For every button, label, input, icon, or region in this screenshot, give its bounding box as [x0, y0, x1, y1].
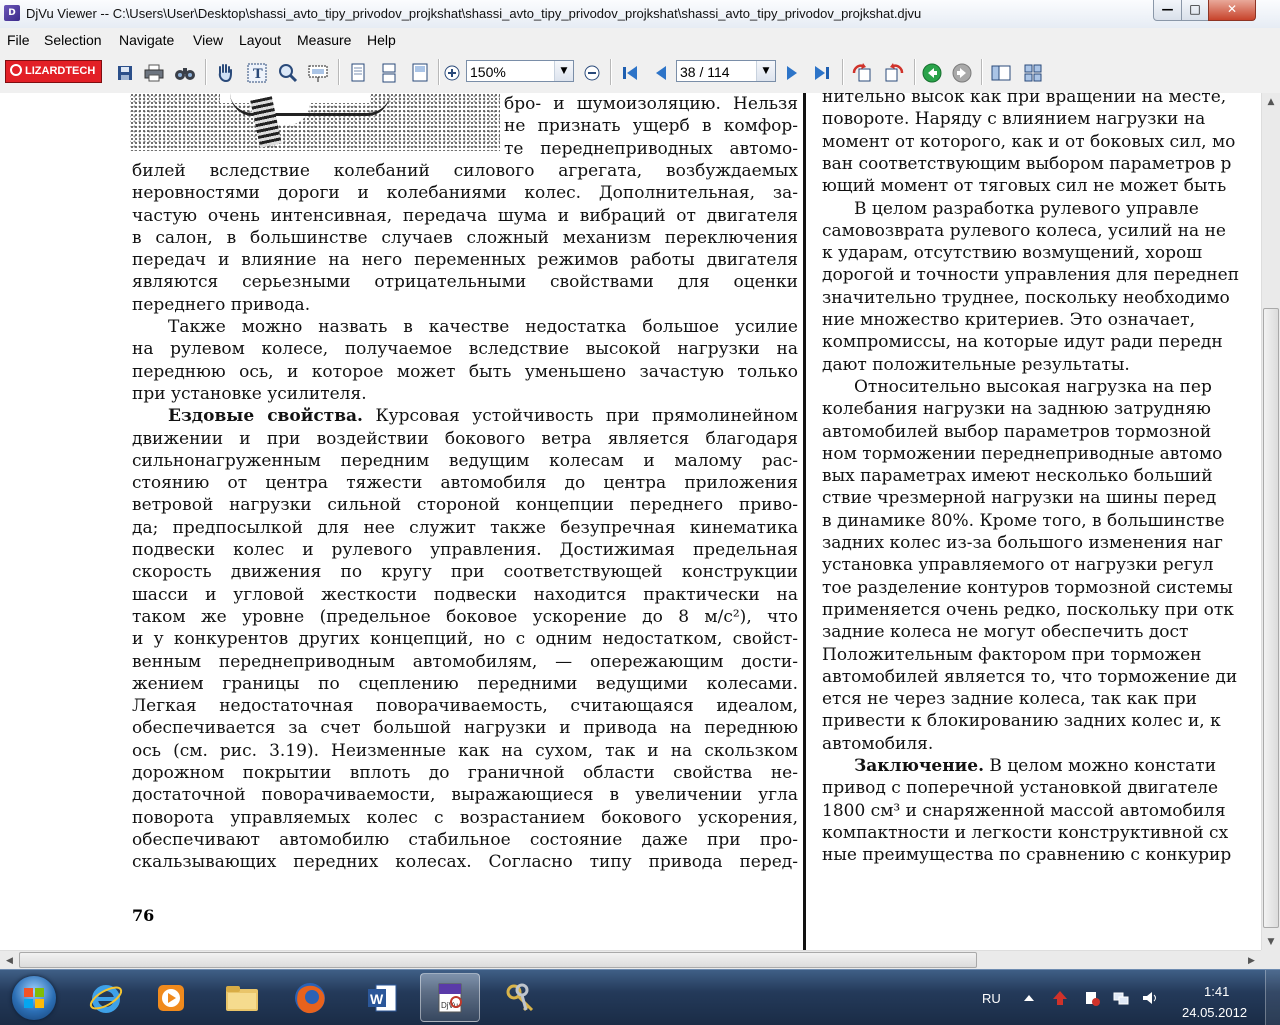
scroll-corner	[1261, 950, 1280, 969]
word-icon[interactable]	[352, 973, 412, 1022]
text-content: ется не через задние колеса, так как при	[822, 689, 1197, 710]
brand-label: LIZARDTECH	[25, 65, 96, 77]
text-content: к ударам, отсутствию возмущений, хорош	[822, 243, 1202, 264]
text-line	[132, 361, 798, 383]
text-content: дорогой и точности управления для переднеп	[822, 265, 1240, 286]
text-line	[132, 740, 798, 762]
print-icon[interactable]	[142, 61, 166, 85]
text-line	[132, 717, 798, 739]
page-gutter	[803, 93, 806, 950]
text-content: таком же уровне (предельное боковое ускорение до 8 м/с²), что	[132, 606, 798, 627]
text-content: билей вследствие колебаний силового агрегата, возбуждаемых	[132, 160, 798, 181]
internet-explorer-icon[interactable]	[76, 973, 136, 1022]
text-content: являются серьезными отрицательными свойствами для оценки	[132, 272, 798, 293]
text-content: 1800 см³ и снаряженной массой автомобиля	[822, 800, 1226, 821]
menu-file[interactable]: File	[7, 32, 30, 48]
text-content: установка управляемого от нагрузки регул	[822, 555, 1214, 576]
text-line	[822, 577, 1233, 599]
text-line	[132, 539, 798, 561]
text-content: переднюю ось, и которое может быть уменьшено зачастую только	[132, 361, 798, 382]
text-line	[822, 621, 1188, 643]
text-line	[132, 807, 798, 829]
back-icon[interactable]	[920, 61, 944, 85]
section-heading: Ездовые свойства.	[168, 406, 363, 427]
text-line	[822, 108, 1205, 130]
text-line	[822, 487, 1216, 509]
text-content: Положительным фактором при торможен	[822, 644, 1202, 665]
text-line	[822, 822, 1228, 844]
text-line	[822, 710, 1221, 732]
text-content: задние колеса не могут обеспечить дост	[822, 622, 1189, 643]
text-line	[132, 784, 798, 806]
text-line	[822, 287, 1230, 309]
language-indicator[interactable]: RU	[982, 991, 1001, 1006]
text-line	[822, 777, 1218, 799]
text-content: колебания нагрузки на заднюю затрудняю	[822, 399, 1211, 420]
djvu-app-icon[interactable]: D	[4, 5, 20, 21]
action-center-icon[interactable]	[1084, 990, 1100, 1006]
clock-time[interactable]: 1:41	[1204, 984, 1230, 999]
text-line	[504, 93, 798, 115]
zoom-value: 150%	[470, 64, 506, 80]
scroll-up-icon[interactable]: ▲	[1267, 96, 1275, 107]
page-number: 76	[132, 906, 155, 925]
text-line	[822, 93, 1226, 108]
horizontal-scroll-thumb[interactable]	[19, 952, 977, 968]
text-content: ветровой нагрузки сильной стороной концепции переднего приво-	[132, 495, 798, 516]
text-line	[822, 398, 1211, 420]
text-line	[822, 443, 1222, 465]
text-line	[822, 510, 1225, 532]
text-content: на рулевом колесе, получаемое вследствие высокой нагрузки на	[132, 339, 798, 360]
next-page-icon[interactable]	[780, 61, 804, 85]
text-line	[822, 532, 1223, 554]
scroll-down-icon[interactable]: ▼	[1267, 936, 1275, 947]
menu-navigate[interactable]: Navigate	[119, 32, 175, 48]
text-content: венным переднеприводным автомобилям, — опережающим дости-	[132, 651, 798, 672]
minimize-button[interactable]	[1153, 0, 1182, 21]
text-content: бро- и шумоизоляцию. Нельзя	[504, 94, 798, 114]
text-content: обеспечивают автомобилю стабильное состояние даже при про-	[132, 829, 798, 850]
continuous-icon[interactable]	[377, 61, 401, 85]
text-line	[132, 428, 798, 450]
text-content: частую очень интенсивная, передача шума и вибраций от двигателя	[132, 205, 798, 226]
svg-text:T: T	[253, 67, 263, 82]
menu-measure[interactable]: Measure	[297, 32, 352, 48]
text-content: ные преимущества по сравнению с конкурир	[822, 845, 1232, 866]
text-line	[822, 331, 1223, 353]
page-select[interactable]	[676, 60, 776, 82]
text-content: Также можно назвать в качестве недостатка большое усилие	[168, 317, 798, 337]
menu-layout[interactable]: Layout	[239, 32, 282, 48]
single-page-icon[interactable]	[346, 61, 370, 85]
text-line	[822, 153, 1231, 175]
text-content: ние множество критериев. Это означает,	[822, 310, 1195, 330]
text-content: ван соответствующим выбором параметров р	[822, 153, 1232, 174]
text-content: автомобилей выбор параметров тормозной	[822, 421, 1212, 442]
text-line	[822, 264, 1239, 286]
text-line	[132, 651, 798, 673]
text-content: обеспечивается за счет большой нагрузки и привода на переднюю	[132, 718, 798, 739]
text-content: сильнонагруженным передним ведущим колесам и малому рас-	[132, 450, 798, 471]
rotate-right-icon[interactable]	[882, 61, 906, 85]
text-line	[132, 494, 798, 516]
text-content: переднего привода.	[132, 294, 311, 315]
maximize-button[interactable]	[1181, 0, 1209, 21]
text-line	[132, 294, 798, 316]
text-line	[132, 695, 798, 717]
text-content: компактности и легкости конструктивной сх	[822, 822, 1229, 843]
text-line	[822, 354, 1130, 376]
vertical-scroll-thumb[interactable]	[1263, 308, 1279, 928]
text-content: Курсовая устойчивость при прямолинейном	[362, 406, 798, 427]
windows-flag-icon	[24, 988, 44, 1008]
zoom-out-icon[interactable]	[580, 61, 604, 85]
text-line	[504, 115, 798, 137]
text-line	[132, 584, 798, 606]
grid-icon[interactable]	[1021, 61, 1045, 85]
zoom-select[interactable]	[466, 60, 574, 82]
text-content: и у конкурентов других концепций, но с одним недостатком, свойст-	[132, 629, 798, 650]
text-line	[854, 755, 1216, 777]
section-heading: Заключение.	[854, 756, 985, 776]
scroll-left-icon[interactable]: ◀	[6, 955, 13, 966]
text-content: при установке усилителя.	[132, 383, 367, 404]
text-line	[822, 309, 1195, 331]
text-content: вых параметрах имеют несколько больший	[822, 466, 1213, 487]
show-desktop-button[interactable]	[1265, 970, 1280, 1025]
text-content: тое разделение контуров тормозной системы	[822, 577, 1233, 598]
djvu-icon[interactable]	[420, 973, 480, 1022]
clock-date[interactable]: 24.05.2012	[1182, 1005, 1248, 1020]
chevron-down-icon[interactable]: ▼	[756, 61, 775, 81]
firefox-icon[interactable]	[280, 973, 340, 1022]
text-content: В целом можно констати	[984, 756, 1217, 776]
last-page-icon[interactable]	[810, 61, 834, 85]
minimize-icon: —	[1161, 2, 1174, 16]
text-content: подвески колес и рулевого управления. Достижимая предельная	[132, 540, 798, 560]
text-line	[822, 421, 1211, 443]
text-content: да; предпосылкой для нее служит также безупречная кинематика	[132, 517, 798, 538]
zoom-icon[interactable]	[276, 61, 300, 85]
text-content: задних колес из-за большого изменения наг	[822, 533, 1223, 553]
maximize-icon: □	[1189, 2, 1201, 16]
text-content: привод с поперечной установкой двигателе	[822, 778, 1219, 799]
close-button[interactable]	[1208, 0, 1256, 21]
text-content: нительно высок как при вращении на месте,	[822, 93, 1227, 107]
lizardtech-logo[interactable]	[5, 60, 102, 83]
start-button[interactable]	[12, 976, 56, 1020]
menu-help[interactable]: Help	[367, 32, 396, 48]
document-view[interactable]	[0, 93, 1261, 950]
prev-page-icon[interactable]	[649, 61, 673, 85]
text-content: скорость движения по кругу при соответствующей конструкции	[132, 562, 798, 583]
text-content: повороте. Наряду с влиянием нагрузки на	[822, 109, 1206, 130]
text-line	[822, 666, 1237, 688]
text-content: автомобиля.	[822, 733, 934, 754]
text-line	[854, 198, 1199, 220]
text-line	[132, 249, 798, 271]
text-line	[168, 316, 798, 338]
text-line	[132, 561, 798, 583]
text-content: дают положительные результаты.	[822, 354, 1130, 375]
zoom-in-icon[interactable]	[440, 61, 464, 85]
text-content: поворота управляемых колес с возрастанием бокового ускорения,	[132, 807, 798, 828]
text-line	[132, 160, 798, 182]
text-select-icon[interactable]	[245, 61, 269, 85]
text-line	[132, 450, 798, 472]
text-line	[822, 644, 1201, 666]
text-line	[822, 175, 1226, 197]
text-line	[132, 472, 798, 494]
first-page-icon[interactable]	[618, 61, 642, 85]
text-line	[132, 829, 798, 851]
menu-view[interactable]: View	[193, 32, 224, 48]
text-line	[822, 220, 1226, 242]
text-content: Легкая недостаточная поворачиваемость, считающаяся идеалом,	[132, 696, 798, 717]
text-line	[132, 271, 798, 293]
text-content: ющий момент от тяговых сил не может быть	[822, 176, 1227, 197]
text-line	[132, 383, 798, 405]
text-line	[132, 227, 798, 249]
vertical-scrollbar[interactable]	[1261, 93, 1280, 950]
volume-icon[interactable]	[1142, 990, 1158, 1006]
network-icon[interactable]	[1113, 990, 1129, 1006]
text-line	[132, 338, 798, 360]
network-alert-icon[interactable]	[1052, 990, 1068, 1006]
menu-selection[interactable]: Selection	[44, 32, 102, 48]
explorer-folder-icon[interactable]	[212, 973, 272, 1022]
figure-illustration	[130, 93, 500, 151]
text-content: Относительно высокая нагрузка на пер	[854, 376, 1212, 397]
rotate-left-icon[interactable]	[850, 61, 874, 85]
text-line	[132, 182, 798, 204]
text-line	[132, 606, 798, 628]
text-line	[822, 844, 1231, 866]
text-content: компромиссы, на которые идут ради передн	[822, 332, 1223, 353]
text-content: момент от которого, как и от боковых сил, мо	[822, 131, 1236, 152]
text-content: жением границы по сцеплению передними ведущими колесами.	[132, 673, 798, 694]
svg-text:DjVu: DjVu	[441, 1000, 459, 1010]
facing-pages-icon[interactable]	[408, 61, 432, 85]
text-content: ствие чрезмерной нагрузки на шины перед	[822, 488, 1217, 509]
media-player-icon[interactable]	[141, 973, 201, 1022]
text-line	[822, 599, 1234, 621]
page-value: 38 / 114	[680, 64, 730, 80]
menu-bar	[0, 28, 1280, 52]
text-content: привести к блокированию задних колес и, к	[822, 711, 1221, 732]
text-content: шасси и угловой жесткости подвески находится практически на	[132, 584, 798, 605]
text-line	[132, 205, 798, 227]
chevron-down-icon[interactable]: ▼	[554, 61, 573, 81]
save-icon[interactable]	[113, 61, 137, 85]
hand-icon[interactable]	[213, 61, 237, 85]
text-line	[132, 762, 798, 784]
text-line	[504, 138, 798, 160]
text-content: передач и влияние на него переменных режимов работы двигателя	[132, 250, 798, 271]
text-line	[132, 628, 798, 650]
text-line	[822, 554, 1213, 576]
text-content: скальзывающих передних колесах. Согласно типу привода перед-	[132, 852, 798, 873]
rect-select-icon[interactable]	[306, 61, 330, 85]
text-content: В целом разработка рулевого управле	[854, 198, 1199, 219]
text-line	[132, 517, 798, 539]
text-content: стоянию от центра тяжести автомобиля до центра приложения	[132, 473, 798, 494]
text-content: движении и при воздействии бокового ветра является благодаря	[132, 428, 798, 449]
taskbar	[0, 969, 1280, 1025]
text-line	[822, 733, 933, 755]
binoculars-icon[interactable]	[173, 61, 197, 85]
text-content: автомобилей является то, что торможение ди	[822, 666, 1238, 687]
text-line	[822, 131, 1235, 153]
keys-icon[interactable]	[490, 973, 550, 1022]
text-content: самовозврата рулевого колеса, усилий на не	[822, 220, 1226, 241]
title-bar	[0, 0, 1280, 29]
horizontal-scrollbar[interactable]	[0, 950, 1261, 970]
text-content: значительно труднее, поскольку необходимо	[822, 287, 1230, 308]
text-line	[132, 673, 798, 695]
text-content: дорожном покрытии вплоть до граничной области свойства не-	[132, 763, 798, 783]
text-line	[822, 800, 1226, 822]
close-icon: ✕	[1226, 2, 1238, 16]
text-content: не признать ущерб в комфор-	[504, 116, 798, 137]
text-content: в салон, в большинстве случаев сложный механизм переключения	[132, 227, 798, 248]
text-content: ось (см. рис. 3.19). Неизменные как на сухом, так и на скользком	[132, 740, 798, 761]
scroll-right-icon[interactable]: ▶	[1248, 955, 1255, 966]
text-content: ном торможении переднеприводные автомо	[822, 443, 1223, 464]
text-content: в динамике 80%. Кроме того, в большинстве	[822, 510, 1225, 531]
forward-icon[interactable]	[950, 61, 974, 85]
text-line	[168, 405, 798, 427]
svg-text:W: W	[370, 990, 384, 1007]
text-line	[854, 376, 1212, 398]
text-line	[132, 851, 798, 873]
window-title: DjVu Viewer -- C:\Users\User\Desktop\shassi_avto_tipy_privodov_projkshat\shassi_avto_tipy_privodov_projkshat\shassi_avto_tipy_privodov_projkshat.djvu	[26, 6, 922, 21]
text-line	[822, 465, 1213, 487]
toolbar	[0, 51, 1280, 94]
show-hidden-icons-icon[interactable]	[1021, 990, 1037, 1006]
text-line	[822, 242, 1202, 264]
text-content: применяется очень редко, поскольку при отк	[822, 599, 1234, 620]
text-content: те переднеприводных автомо-	[504, 138, 798, 159]
thumbnails-icon[interactable]	[989, 61, 1013, 85]
text-content: неровностями дороги и колебаниями колес. Дополнительная, за-	[132, 183, 798, 204]
text-line	[822, 688, 1197, 710]
text-content: достаточной поворачиваемости, выражающиеся в увеличении угла	[132, 785, 798, 806]
